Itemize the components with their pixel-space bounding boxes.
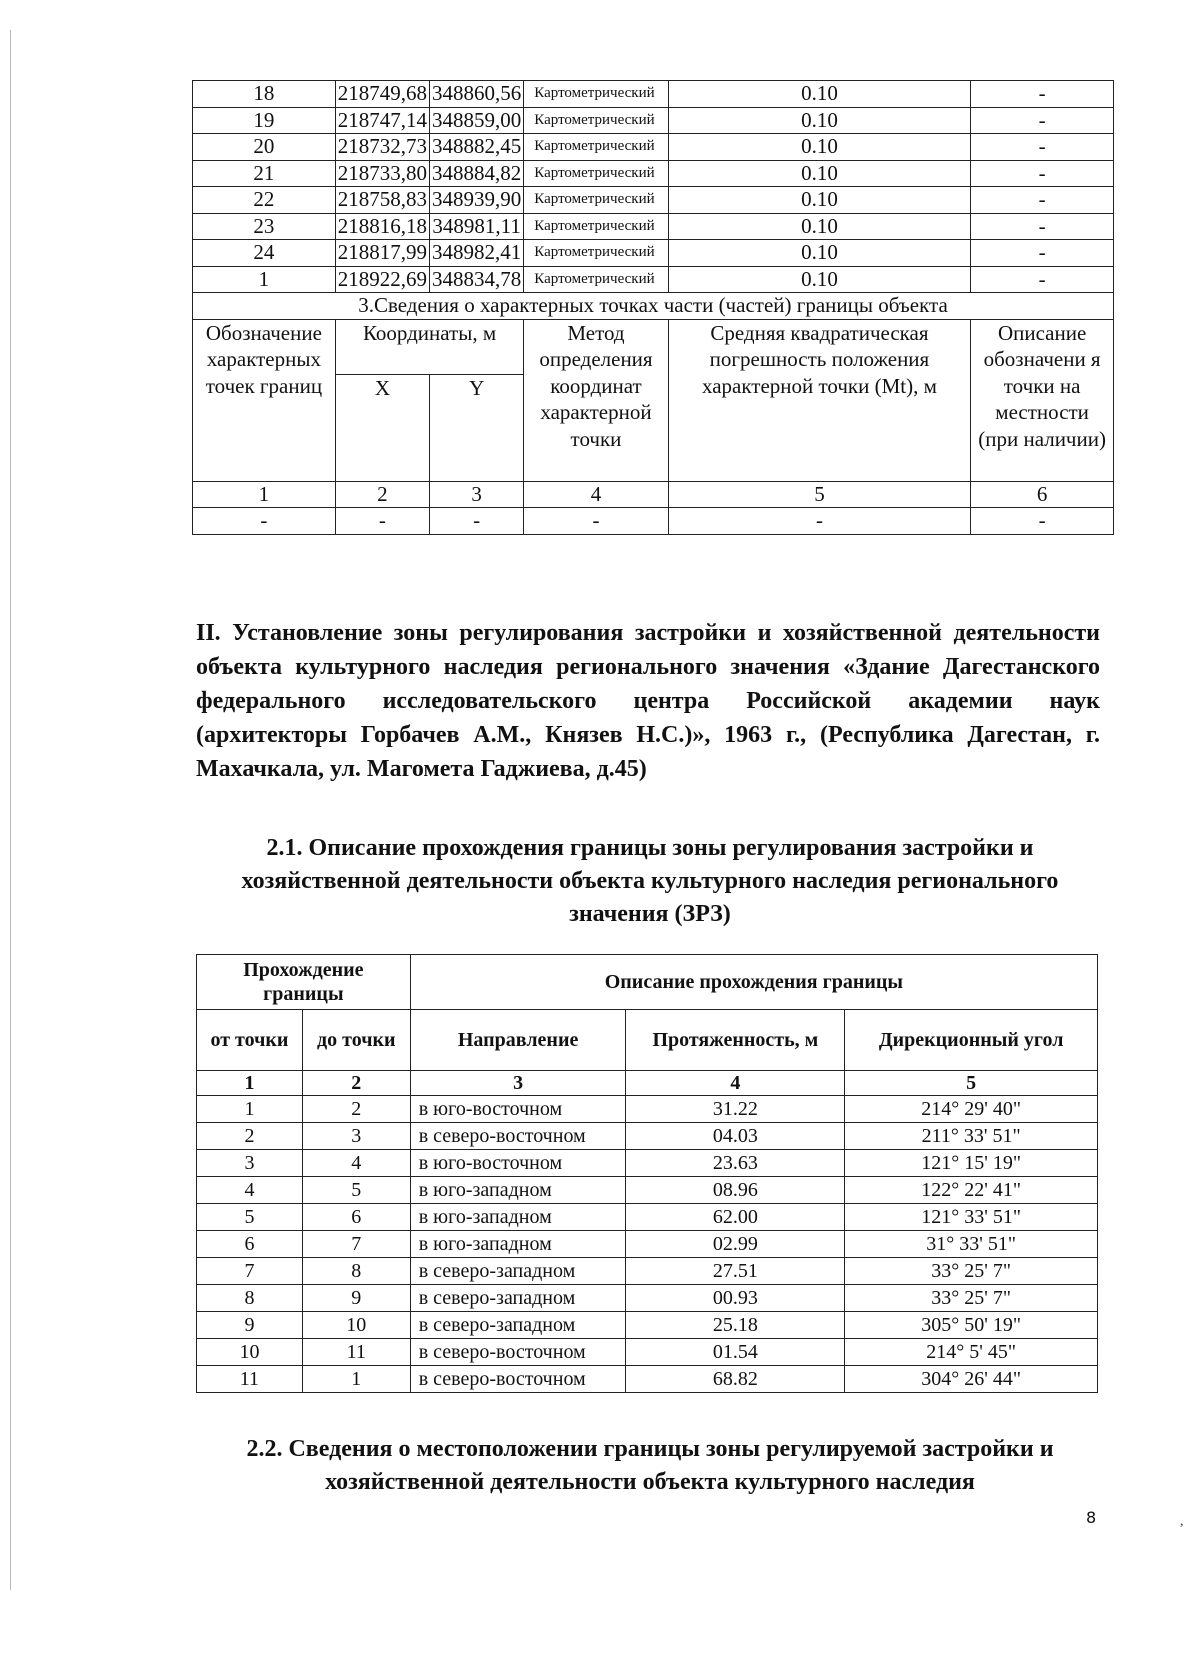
header-passage-description: Описание прохождения границы [410, 955, 1097, 1010]
section3-column-numbers-row [193, 481, 1114, 508]
length-cell: 01.54 [626, 1339, 845, 1366]
section2-1-heading: 2.1. Описание прохождения границы зоны регулирования застройки и хозяйственной деятельности объекта культурного наследия регионального значения (ЗРЗ) [241, 835, 1059, 927]
section3-empty-row [193, 508, 1114, 535]
section3-header-row [193, 319, 1114, 374]
from-point-cell: 8 [197, 1285, 303, 1312]
angle-cell: 214° 29' 40" [845, 1096, 1098, 1123]
x-cell: 218922,69 [335, 266, 429, 293]
method-cell: Картометрический [524, 81, 668, 108]
length-cell: 27.51 [626, 1258, 845, 1285]
length-cell: 00.93 [626, 1285, 845, 1312]
point-cell: 24 [193, 240, 336, 267]
mt-cell: 0.10 [668, 81, 971, 108]
to-point-cell: 5 [302, 1177, 410, 1204]
header-angle: Дирекционный угол [845, 1010, 1098, 1071]
length-cell: 23.63 [626, 1150, 845, 1177]
passage-row [197, 1312, 1098, 1339]
angle-cell: 305° 50' 19" [845, 1312, 1098, 1339]
to-point-cell: 10 [302, 1312, 410, 1339]
mt-cell: 0.10 [668, 213, 971, 240]
boundary-passage-table-body [197, 955, 1098, 1393]
to-point-cell: 1 [302, 1366, 410, 1393]
from-point-cell: 6 [197, 1231, 303, 1258]
from-point-cell: 4 [197, 1177, 303, 1204]
passage-header-row [197, 955, 1098, 1010]
x-cell: 218758,83 [335, 187, 429, 214]
coordinate-row [193, 107, 1114, 134]
y-cell: 348939,90 [430, 187, 524, 214]
length-cell: 25.18 [626, 1312, 845, 1339]
mt-cell: 0.10 [668, 266, 971, 293]
boundary-passage-table [196, 954, 1098, 1393]
y-cell: 348981,11 [430, 213, 524, 240]
scan-edge-line [10, 30, 11, 1590]
header-description: Описание обозначени я точки на местности (при наличии) [971, 319, 1114, 481]
section3-title-row [193, 293, 1114, 320]
to-point-cell: 4 [302, 1150, 410, 1177]
method-cell: Картометрический [524, 160, 668, 187]
angle-cell: 121° 15' 19" [845, 1150, 1098, 1177]
header-y: Y [430, 374, 524, 481]
header-designation: Обозначение характерных точек границ [193, 319, 336, 481]
direction-cell: в юго-западном [410, 1231, 626, 1258]
mt-cell: 0.10 [668, 240, 971, 267]
passage-row [197, 1231, 1098, 1258]
section3-title: 3.Сведения о характерных точках части (частей) границы объекта [193, 293, 1114, 320]
description-cell: - [971, 187, 1114, 214]
direction-cell: в северо-западном [410, 1312, 626, 1339]
angle-cell: 33° 25' 7" [845, 1258, 1098, 1285]
description-cell: - [971, 266, 1114, 293]
angle-cell: 214° 5' 45" [845, 1339, 1098, 1366]
length-cell: 02.99 [626, 1231, 845, 1258]
method-cell: Картометрический [524, 266, 668, 293]
direction-cell: в северо-восточном [410, 1366, 626, 1393]
y-cell: 348884,82 [430, 160, 524, 187]
passage-row [197, 1150, 1098, 1177]
col-number: 3 [410, 1071, 626, 1096]
angle-cell: 122° 22' 41" [845, 1177, 1098, 1204]
x-cell: 218732,73 [335, 134, 429, 161]
to-point-cell: 11 [302, 1339, 410, 1366]
description-cell: - [971, 81, 1114, 108]
x-cell: 218749,68 [335, 81, 429, 108]
x-cell: 218816,18 [335, 213, 429, 240]
passage-row [197, 1258, 1098, 1285]
coordinate-row [193, 134, 1114, 161]
empty-cell: - [335, 508, 429, 535]
direction-cell: в юго-восточном [410, 1096, 626, 1123]
mt-cell: 0.10 [668, 107, 971, 134]
point-cell: 19 [193, 107, 336, 134]
boundary-points-table-body [193, 81, 1114, 535]
passage-row [197, 1366, 1098, 1393]
header-length: Протяженность, м [626, 1010, 845, 1071]
col-number: 4 [626, 1071, 845, 1096]
passage-column-numbers-row [197, 1071, 1098, 1096]
col-number: 2 [302, 1071, 410, 1096]
header-coordinates: Координаты, м [335, 319, 524, 374]
length-cell: 68.82 [626, 1366, 845, 1393]
point-cell: 20 [193, 134, 336, 161]
y-cell: 348834,78 [430, 266, 524, 293]
point-cell: 18 [193, 81, 336, 108]
point-cell: 1 [193, 266, 336, 293]
method-cell: Картометрический [524, 134, 668, 161]
empty-cell: - [193, 508, 336, 535]
coordinate-row [193, 266, 1114, 293]
from-point-cell: 2 [197, 1123, 303, 1150]
empty-cell: - [668, 508, 971, 535]
header-x: X [335, 374, 429, 481]
header-method: Метод определения координат характерной точки [524, 319, 668, 481]
boundary-points-table [192, 80, 1114, 535]
description-cell: - [971, 160, 1114, 187]
to-point-cell: 8 [302, 1258, 410, 1285]
header-direction: Направление [410, 1010, 626, 1071]
y-cell: 348859,00 [430, 107, 524, 134]
direction-cell: в северо-западном [410, 1285, 626, 1312]
direction-cell: в северо-восточном [410, 1339, 626, 1366]
length-cell: 04.03 [626, 1123, 845, 1150]
empty-cell: - [430, 508, 524, 535]
description-cell: - [971, 134, 1114, 161]
passage-row [197, 1096, 1098, 1123]
to-point-cell: 9 [302, 1285, 410, 1312]
header-from-point: от точки [197, 1010, 303, 1071]
col-number: 6 [971, 481, 1114, 508]
method-cell: Картометрический [524, 213, 668, 240]
length-cell: 08.96 [626, 1177, 845, 1204]
col-number: 5 [668, 481, 971, 508]
from-point-cell: 9 [197, 1312, 303, 1339]
empty-cell: - [971, 508, 1114, 535]
passage-row [197, 1285, 1098, 1312]
angle-cell: 33° 25' 7" [845, 1285, 1098, 1312]
description-cell: - [971, 213, 1114, 240]
length-cell: 62.00 [626, 1204, 845, 1231]
passage-row [197, 1204, 1098, 1231]
direction-cell: в юго-западном [410, 1204, 626, 1231]
coordinate-row [193, 160, 1114, 187]
point-cell: 23 [193, 213, 336, 240]
coordinate-row [193, 240, 1114, 267]
mt-cell: 0.10 [668, 160, 971, 187]
col-number: 5 [845, 1071, 1098, 1096]
length-cell: 31.22 [626, 1096, 845, 1123]
header-mt: Средняя квадратическая погрешность положения характерной точки (Mt), м [668, 319, 971, 481]
direction-cell: в северо-восточном [410, 1123, 626, 1150]
section2-2-heading: 2.2. Сведения о местоположении границы зоны регулируемой застройки и хозяйственной деятельности объекта культурного наследия [246, 1436, 1054, 1495]
coordinate-row [193, 81, 1114, 108]
y-cell: 348882,45 [430, 134, 524, 161]
col-number: 1 [197, 1071, 303, 1096]
method-cell: Картометрический [524, 187, 668, 214]
col-number: 1 [193, 481, 336, 508]
to-point-cell: 7 [302, 1231, 410, 1258]
col-number: 3 [430, 481, 524, 508]
from-point-cell: 5 [197, 1204, 303, 1231]
col-number: 4 [524, 481, 668, 508]
from-point-cell: 3 [197, 1150, 303, 1177]
point-cell: 22 [193, 187, 336, 214]
y-cell: 348860,56 [430, 81, 524, 108]
description-cell: - [971, 107, 1114, 134]
method-cell: Картометрический [524, 107, 668, 134]
x-cell: 218747,14 [335, 107, 429, 134]
to-point-cell: 6 [302, 1204, 410, 1231]
header-passage: Прохождение границы [197, 955, 411, 1010]
col-number: 2 [335, 481, 429, 508]
coordinate-row [193, 213, 1114, 240]
passage-row [197, 1177, 1098, 1204]
to-point-cell: 2 [302, 1096, 410, 1123]
passage-row [197, 1339, 1098, 1366]
method-cell: Картометрический [524, 240, 668, 267]
passage-row [197, 1123, 1098, 1150]
from-point-cell: 11 [197, 1366, 303, 1393]
x-cell: 218733,80 [335, 160, 429, 187]
to-point-cell: 3 [302, 1123, 410, 1150]
header-to-point: до точки [302, 1010, 410, 1071]
angle-cell: 121° 33' 51" [845, 1204, 1098, 1231]
section2-heading: II. Установление зоны регулирования застройки и хозяйственной деятельности объекта культурного наследия регионального значения «Здание Дагестанского федерального исследовательского центра Российской академии наук (архитекторы Горбачев А.М., Князев Н.С.)», 1963 г., (Республика Дагестан, г. Махачкала, ул. Магомета Гаджиева, д.45) [196, 620, 1100, 782]
from-point-cell: 7 [197, 1258, 303, 1285]
angle-cell: 304° 26' 44" [845, 1366, 1098, 1393]
x-cell: 218817,99 [335, 240, 429, 267]
direction-cell: в юго-восточном [410, 1150, 626, 1177]
mt-cell: 0.10 [668, 134, 971, 161]
direction-cell: в северо-западном [410, 1258, 626, 1285]
empty-cell: - [524, 508, 668, 535]
from-point-cell: 1 [197, 1096, 303, 1123]
y-cell: 348982,41 [430, 240, 524, 267]
scan-mark: , [1180, 1514, 1184, 1529]
point-cell: 21 [193, 160, 336, 187]
description-cell: - [971, 240, 1114, 267]
coordinate-row [193, 187, 1114, 214]
mt-cell: 0.10 [668, 187, 971, 214]
angle-cell: 31° 33' 51" [845, 1231, 1098, 1258]
direction-cell: в юго-западном [410, 1177, 626, 1204]
angle-cell: 211° 33' 51" [845, 1123, 1098, 1150]
page-number: 8 [1086, 1508, 1097, 1527]
from-point-cell: 10 [197, 1339, 303, 1366]
